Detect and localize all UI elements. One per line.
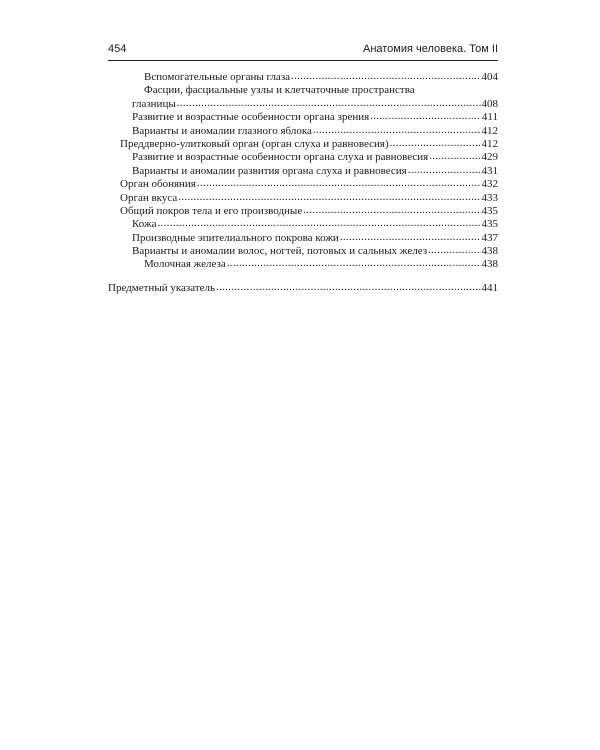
toc-entry-title: Кожа bbox=[132, 218, 157, 231]
toc-entry-page: 429 bbox=[481, 151, 498, 164]
toc-entry-page: 437 bbox=[481, 231, 498, 244]
dot-leader bbox=[227, 257, 481, 270]
page-header bbox=[108, 40, 498, 61]
toc-entry[interactable] bbox=[108, 245, 498, 258]
dot-leader bbox=[216, 281, 480, 294]
toc-entry-title: Предметный указатель bbox=[108, 281, 216, 294]
toc-entry[interactable] bbox=[108, 138, 498, 151]
dot-leader bbox=[340, 231, 481, 244]
toc-entry[interactable] bbox=[108, 192, 498, 205]
toc-entry-title: Молочная железа bbox=[144, 258, 226, 271]
dot-leader bbox=[313, 124, 481, 137]
dot-leader bbox=[390, 137, 481, 150]
toc-entry-title-line2: глазницы bbox=[132, 97, 176, 110]
table-of-contents bbox=[108, 71, 498, 295]
dot-leader bbox=[429, 150, 480, 163]
toc-entry-page: 431 bbox=[481, 164, 498, 177]
dot-leader bbox=[428, 244, 480, 257]
toc-entry[interactable] bbox=[108, 232, 498, 245]
toc-entry-page: 438 bbox=[481, 258, 498, 271]
toc-entry-title: Вспомогательные органы глаза bbox=[144, 71, 291, 83]
toc-entry[interactable] bbox=[108, 111, 498, 124]
toc-entry-title: Развитие и возрастные особенности органа слуха и равновесия bbox=[132, 151, 429, 164]
toc-entry-title: Орган вкуса bbox=[120, 191, 178, 204]
toc-entry-title: Производные эпителиального покрова кожи bbox=[132, 231, 339, 244]
toc-entry-page: 412 bbox=[481, 124, 498, 137]
toc-entry[interactable] bbox=[108, 71, 498, 84]
toc-entry[interactable] bbox=[108, 218, 498, 231]
toc-entry-page: 412 bbox=[481, 137, 498, 150]
dot-leader bbox=[178, 191, 480, 204]
toc-entry[interactable] bbox=[108, 165, 498, 178]
toc-entry[interactable] bbox=[108, 84, 498, 111]
toc-entry[interactable] bbox=[108, 178, 498, 191]
toc-entry-page: 411 bbox=[481, 111, 498, 124]
toc-entry-title: Преддверно-улитковый орган (орган слуха и равновесия) bbox=[120, 137, 389, 150]
toc-entry-page: 408 bbox=[481, 97, 498, 110]
dot-leader bbox=[291, 70, 480, 83]
dot-leader bbox=[408, 164, 481, 177]
dot-leader bbox=[303, 204, 480, 217]
toc-entry-page: 435 bbox=[481, 204, 498, 217]
toc-entry-title: Варианты и аномалии развития органа слуха и равновесия bbox=[132, 164, 407, 177]
toc-entry-page: 435 bbox=[481, 218, 498, 231]
toc-entry-title: Варианты и аномалии глазного яблока bbox=[132, 124, 312, 137]
toc-entry-title: Варианты и аномалии волос, ногтей, потовых и сальных желез bbox=[132, 245, 428, 258]
toc-entry-title-line1: Фасции, фасциальные узлы и клетчаточные пространства bbox=[144, 84, 415, 97]
dot-leader bbox=[370, 110, 481, 123]
toc-entry-page: 438 bbox=[481, 245, 498, 258]
page-number: 454 bbox=[108, 43, 127, 55]
toc-entry-page: 433 bbox=[481, 191, 498, 204]
toc-entry-title: Орган обоняния bbox=[120, 178, 196, 191]
toc-entry[interactable] bbox=[108, 125, 498, 138]
dot-leader bbox=[197, 177, 481, 190]
dot-leader bbox=[177, 97, 481, 110]
toc-entry[interactable] bbox=[108, 258, 498, 271]
running-title: Анатомия человека. Том II bbox=[362, 43, 498, 55]
toc-entry-page: 441 bbox=[481, 281, 498, 294]
toc-entry-title: Развитие и возрастные особенности органа зрения bbox=[132, 111, 370, 124]
toc-entry[interactable] bbox=[108, 282, 498, 295]
toc-entry[interactable] bbox=[108, 205, 498, 218]
toc-entry-title: Общий покров тела и его производные bbox=[120, 204, 303, 217]
dot-leader bbox=[158, 217, 481, 230]
toc-entry-page: 432 bbox=[481, 178, 498, 191]
toc-entry-page: 404 bbox=[481, 71, 498, 83]
toc-entry[interactable] bbox=[108, 151, 498, 164]
